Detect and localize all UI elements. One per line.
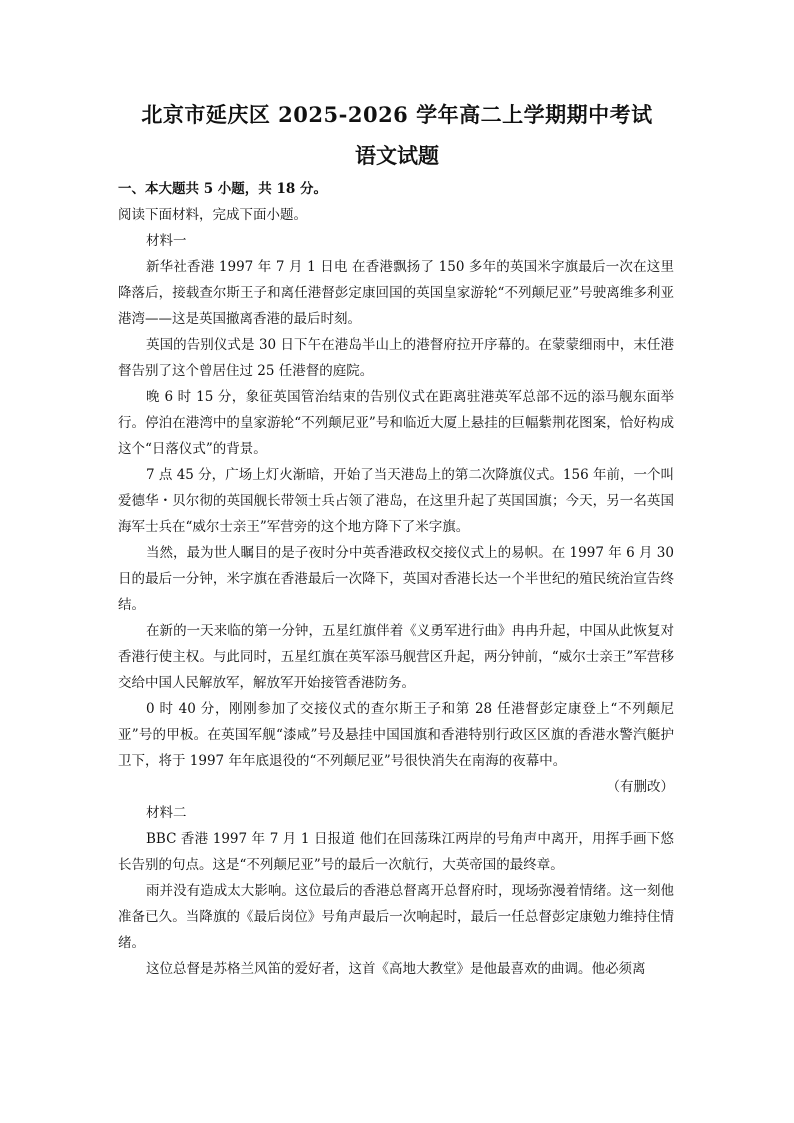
paragraph: 当然，最为世人瞩目的是子夜时分中英香港政权交接仪式上的易帜。在 1997 年 6 月 30 日的最后一分钟，米字旗在香港最后一次降下，英国对香港长达一个半世纪的殖民统治宣告终结。 [118,545,674,613]
paragraph: 0 时 40 分，刚刚参加了交接仪式的查尔斯王子和第 28 任港督彭定康登上“不列颠尼亚”号的甲板。在英国军舰“漆咸”号及悬挂中国国旗和香港特别行政区区旗的香港水警汽艇护卫下，将于 1997 年年底退役的“不列颠尼亚”号很快消失在南海的夜幕中。 [118,701,674,769]
paragraph: 这位总督是苏格兰风笛的爱好者，这首《高地大教堂》是他最喜欢的曲调。他必须离 [146,961,646,977]
material-label: 材料二 [146,805,187,821]
paragraph: BBC 香港 1997 年 7 月 1 日报道 他们在回荡珠江两岸的号角声中离开，用挥手画下悠长告别的句点。这是“不列颠尼亚”号的最后一次航行，大英帝国的最终章。 [118,831,674,873]
exam-body [118,176,674,982]
page-title: 北京市延庆区 2025-2026 学年高二上学期期中考试 [141,102,653,127]
paragraph: 7 点 45 分，广场上灯火渐暗，开始了当天港岛上的第二次降旗仪式。156 年前，一个叫爱德华・贝尔彻的英国舰长带领士兵占领了港岛，在这里升起了英国国旗；今天，另一名英国海军士兵在“威尔士亲王”军营旁的这个地方降下了米字旗。 [118,467,674,535]
material-label: 材料一 [146,233,187,249]
paragraph: 新华社香港 1997 年 7 月 1 日电 在香港飘扬了 150 多年的英国米字旗最后一次在这里降落后，接载查尔斯王子和离任港督彭定康回国的英国皇家游轮“不列颠尼亚”号驶离维多利亚港湾——这是英国撤离香港的最后时刻。 [118,259,674,327]
section-heading: 一、本大题共 5 小题，共 18 分。 [118,181,327,197]
instruction-text: 阅读下面材料，完成下面小题。 [118,207,307,223]
paragraph: 在新的一天来临的第一分钟，五星红旗伴着《义勇军进行曲》冉冉升起，中国从此恢复对香港行使主权。与此同时，五星红旗在英军添马舰营区升起，两分钟前，“威尔士亲王”军营移交给中国人民解放军，解放军开始接管香港防务。 [118,623,674,691]
source-note: （有删改） [606,779,674,795]
paragraph: 英国的告别仪式是 30 日下午在港岛半山上的港督府拉开序幕的。在蒙蒙细雨中，末任港督告别了这个曾居住过 25 任港督的庭院。 [118,337,674,379]
paragraph: 雨并没有造成太大影响。这位最后的香港总督离开总督府时，现场弥漫着情绪。这一刻他准备已久。当降旗的《最后岗位》号角声最后一次响起时，最后一任总督彭定康勉力维持住情绪。 [118,883,674,951]
page-subtitle: 语文试题 [355,143,439,168]
paragraph: 晚 6 时 15 分，象征英国管治结束的告别仪式在距离驻港英军总部不远的添马舰东面举行。停泊在港湾中的皇家游轮“不列颠尼亚”号和临近大厦上悬挂的巨幅紫荆花图案，恰好构成这个“日落仪式”的背景。 [118,389,674,457]
